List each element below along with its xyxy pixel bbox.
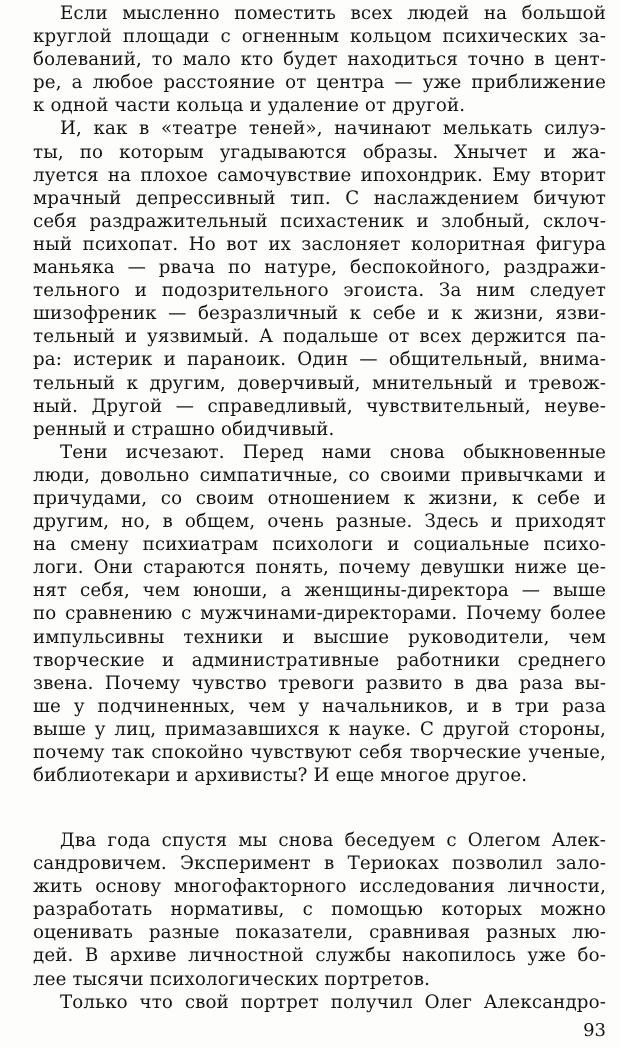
text-line: ше у подчиненных, чем у начальников, и в три раза (33, 695, 606, 717)
text-section-top (6, 2, 606, 787)
text-line: почему так спокойно чувствуют себя творческие ученые, (33, 742, 606, 763)
text-line: на смену психиатрам психологи и социальные психо- (33, 534, 606, 556)
text-line: лее тысячи психологических портретов. (33, 968, 431, 990)
paragraph-5 (6, 991, 606, 1014)
text-line: ный психопат. Но вот их заслоняет колоритная фигура (33, 233, 606, 255)
text-line: разработать нормативы, с помощью которых можно (33, 899, 606, 921)
text-section-bottom (6, 829, 606, 1014)
text-line: тельного и подозрительного эгоиста. За ним следует (33, 280, 606, 302)
text-line: Если мысленно поместить всех людей на большой (60, 3, 606, 24)
paragraph-2 (6, 117, 606, 440)
text-line: И, как в «театре теней», начинают мелькать силуэ- (60, 118, 606, 140)
text-line: сандровичем. Эксперимент в Териоках позволил зало- (33, 853, 606, 875)
text-line: нят себя, чем юноши, а женщины-директора — выше (33, 580, 606, 602)
text-line: выше у лиц, примазавшихся к науке. С другой стороны, (33, 718, 606, 740)
text-line: ра: истерик и параноик. Один — общительный, внима- (33, 349, 606, 371)
text-line: импульсивны техники и высшие руководители, чем (33, 626, 606, 648)
text-line: люди, довольно симпатичные, со своими привычками и (33, 464, 606, 486)
text-line: тельный к другим, доверчивый, мнительный и тревож- (33, 372, 606, 394)
paragraph-1 (6, 2, 606, 117)
text-line: логи. Они стараются понять, почему девушки ниже це- (33, 557, 606, 579)
text-line: болеваний, то мало кто будет находиться точно в цент- (33, 49, 606, 71)
text-line: причудами, со своим отношением к жизни, к себе и (33, 487, 606, 509)
text-line: жить основу многофакторного исследования личности, (33, 876, 606, 898)
text-line: по сравнению с мужчинами-директорами. Почему более (33, 603, 606, 625)
page-number: 93 (583, 1020, 606, 1041)
text-line: круглой площади с огненным кольцом психических за- (33, 26, 606, 48)
text-line: Только что свой портрет получил Олег Александро- (60, 991, 606, 1013)
text-line: творческие и административные работники среднего (33, 649, 606, 671)
text-line: маньяка — рвача по натуре, беспокойного, раздражи- (33, 257, 606, 279)
text-line: себя раздражительный психастеник и злобный, склоч- (33, 210, 606, 232)
text-line: звена. Почему чувство тревоги развито в два раза вы- (33, 672, 606, 694)
text-line: ный. Другой — справедливый, чувствительный, неуве- (33, 395, 606, 417)
text-line: ты, по которым угадываются образы. Хнычет и жа- (33, 141, 606, 163)
text-line: шизофреник — безразличный к себе и к жизни, язви- (33, 303, 606, 325)
text-line: дей. В архиве личностной службы накопилось уже бо- (33, 945, 606, 967)
paragraph-4 (6, 829, 606, 991)
text-line: Тени исчезают. Перед нами снова обыкновенные (60, 441, 606, 463)
text-line: оценивать разные показатели, сравнивая разных лю- (33, 922, 606, 944)
text-line: библиотекари и архивисты? И еще многое другое. (33, 765, 528, 787)
paragraph-3 (6, 441, 606, 787)
text-line: другим, но, в общем, очень разные. Здесь и приходят (33, 511, 606, 533)
text-line: тельный и уязвимый. А подальше от всех держится па- (33, 326, 606, 348)
text-line: к одной части кольца и удаление от другой. (33, 95, 466, 117)
text-line: ре, а любое расстояние от центра — уже приближение (33, 72, 606, 94)
text-line: Два года спустя мы снова беседуем с Олегом Алек- (60, 830, 606, 851)
text-line: ренный и страшно обидчивый. (33, 418, 335, 440)
text-line: луется на плохое самочувствие ипохондрик. Ему вторит (33, 164, 606, 186)
text-line: мрачный депрессивный тип. С наслаждением бичуют (33, 187, 606, 209)
